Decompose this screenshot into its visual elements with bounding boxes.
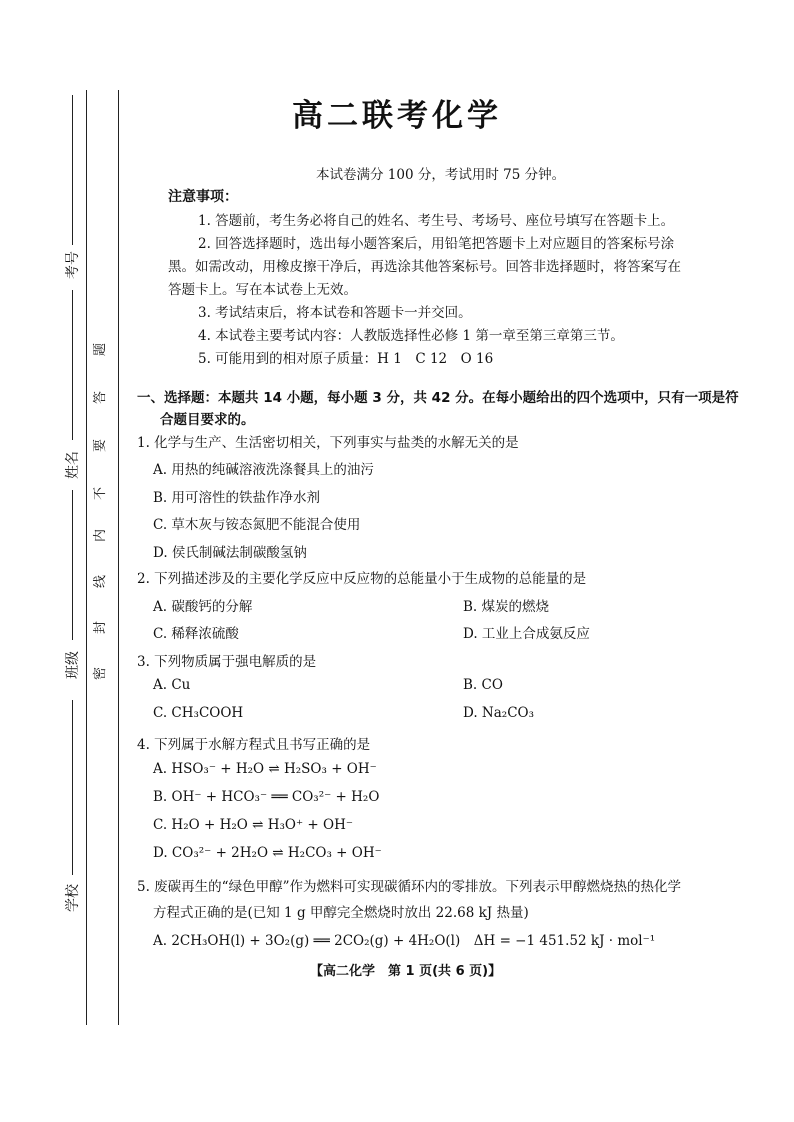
- section-heading-cont: 合题目要求的。: [160, 412, 255, 428]
- note-item: 答题卡上。写在本试卷上无效。: [168, 282, 357, 298]
- margin-line-inner: [118, 90, 119, 1025]
- option-c: C. CH₃COOH: [153, 705, 244, 721]
- option-a: A. 用热的纯碱溶液洗涤餐具上的油污: [153, 462, 374, 478]
- option-b: B. 用可溶性的铁盐作净水剂: [153, 490, 321, 506]
- margin-line-outer: [86, 90, 87, 1025]
- blank-class-line: [72, 490, 73, 640]
- label-exam-number: 考号: [65, 251, 81, 279]
- question-stem-cont: 方程式正确的是(已知 1 g 甲醇完全燃烧时放出 22.68 kJ 热量): [153, 905, 529, 921]
- page-footer: 【高二化学 第 1 页(共 6 页)】: [310, 964, 502, 979]
- option-b: B. CO: [463, 677, 503, 693]
- option-a: A. HSO₃⁻ + H₂O ⇌ H₂SO₃ + OH⁻: [153, 761, 377, 777]
- seal-char: 答: [93, 390, 109, 405]
- option-c: C. 稀释浓硫酸: [153, 626, 239, 642]
- question-stem: 3. 下列物质属于强电解质的是: [137, 654, 317, 670]
- seal-char: 不: [93, 486, 109, 501]
- option-a: A. 2CH₃OH(l) + 3O₂(g) ══ 2CO₂(g) + 4H₂O(l) ΔH = −1 451.52 kJ · mol⁻¹: [153, 933, 656, 949]
- seal-char: 要: [93, 438, 109, 453]
- note-item: 黑。如需改动，用橡皮擦干净后，再选涂其他答案标号。回答非选择题时，将答案写在: [168, 259, 681, 275]
- question-stem: 5. 废碳再生的“绿色甲醇”作为燃料可实现碳循环内的零排放。下列表示甲醇燃烧热的热化学: [137, 879, 681, 895]
- option-a: A. Cu: [153, 677, 191, 693]
- note-item: 1. 答题前，考生务必将自己的姓名、考生号、考场号、座位号填写在答题卡上。: [198, 213, 675, 229]
- question-stem: 2. 下列描述涉及的主要化学反应中反应物的总能量小于生成物的总能量的是: [137, 571, 587, 587]
- option-b: B. OH⁻ + HCO₃⁻ ══ CO₃²⁻ + H₂O: [153, 789, 380, 805]
- option-c: C. H₂O + H₂O ⇌ H₃O⁺ + OH⁻: [153, 817, 353, 833]
- seal-char: 密: [93, 666, 109, 681]
- seal-char: 内: [93, 528, 109, 543]
- option-d: D. 工业上合成氨反应: [463, 626, 590, 642]
- note-item: 4. 本试卷主要考试内容：人教版选择性必修 1 第一章至第三章第三节。: [198, 328, 624, 344]
- seal-char: 封: [93, 620, 109, 635]
- note-item: 2. 回答选择题时，选出每小题答案后，用铅笔把答题卡上对应题目的答案标号涂: [198, 236, 675, 252]
- option-d: D. CO₃²⁻ + 2H₂O ⇌ H₂CO₃ + OH⁻: [153, 845, 382, 861]
- label-name: 姓名: [65, 451, 81, 479]
- seal-char: 线: [93, 574, 109, 589]
- label-school: 学校: [65, 884, 81, 912]
- option-d: D. Na₂CO₃: [463, 705, 535, 721]
- section-heading: 一、选择题：本题共 14 小题，每小题 3 分，共 42 分。在每小题给出的四个选项中，只有一项是符: [137, 390, 739, 406]
- page-title: 高二联考化学: [292, 98, 502, 134]
- question-stem: 4. 下列属于水解方程式且书写正确的是: [137, 737, 371, 753]
- note-item: 3. 考试结束后，将本试卷和答题卡一并交回。: [198, 305, 472, 321]
- notes-heading: 注意事项：: [168, 189, 238, 205]
- blank-school-line: [72, 700, 73, 875]
- note-item: 5. 可能用到的相对原子质量：H 1 C 12 O 16: [198, 351, 494, 367]
- seal-char: 题: [93, 342, 109, 357]
- label-class: 班级: [65, 651, 81, 679]
- exam-info: 本试卷满分 100 分，考试用时 75 分钟。: [316, 167, 566, 183]
- option-c: C. 草木灰与铵态氮肥不能混合使用: [153, 517, 361, 533]
- question-stem: 1. 化学与生产、生活密切相关，下列事实与盐类的水解无关的是: [137, 435, 519, 451]
- option-a: A. 碳酸钙的分解: [153, 599, 253, 615]
- blank-name-line: [72, 290, 73, 440]
- option-b: B. 煤炭的燃烧: [463, 599, 550, 615]
- option-d: D. 侯氏制碱法制碳酸氢钠: [153, 545, 307, 561]
